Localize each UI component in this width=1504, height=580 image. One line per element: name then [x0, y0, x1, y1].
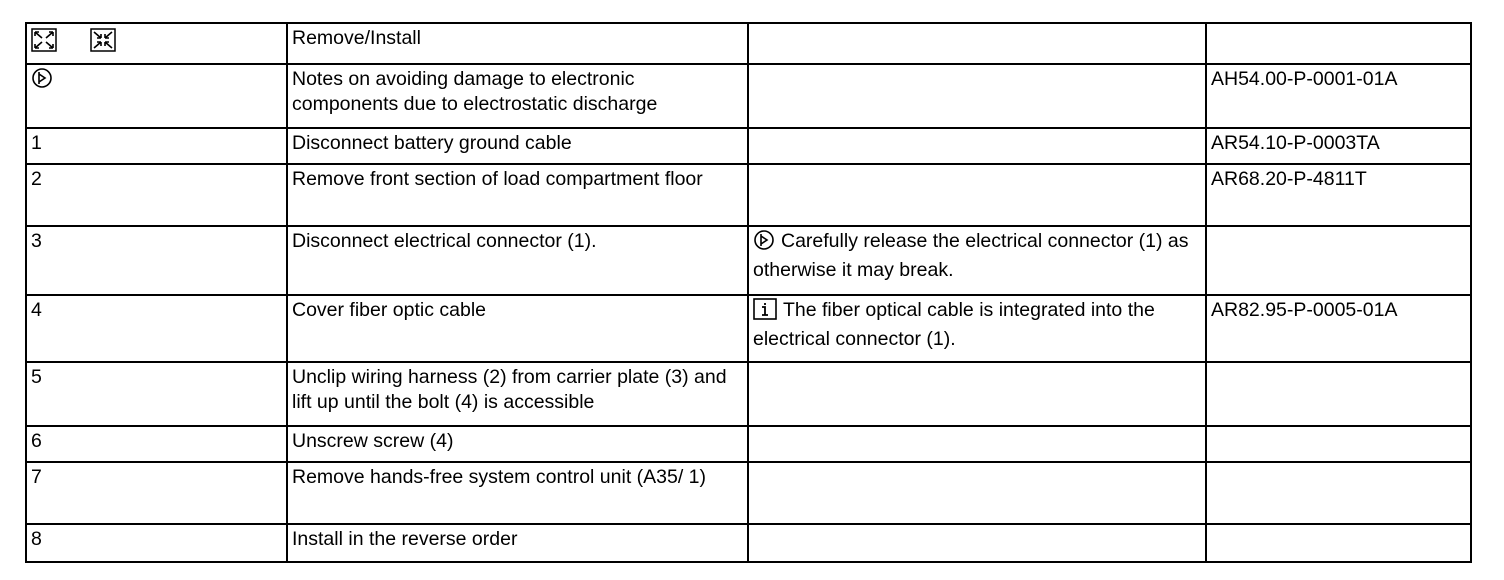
- info-icon: [753, 298, 777, 327]
- step-text: Install in the reverse order: [287, 524, 748, 562]
- step-reference[interactable]: AR82.95-P-0005-01A: [1206, 295, 1471, 362]
- step-note: The fiber optical cable is integrated into the electrical connector (1).: [753, 299, 1155, 350]
- step-text: Notes on avoiding damage to electronic components due to electrostatic discharge: [287, 64, 748, 128]
- step-number: 4: [26, 295, 287, 362]
- step-reference[interactable]: [1206, 226, 1471, 295]
- header-icons-cell: [26, 23, 287, 64]
- table-row: [26, 524, 1471, 562]
- step-text: Remove front section of load compartment floor: [287, 164, 748, 226]
- step-number: 5: [26, 362, 287, 426]
- step-text: Unclip wiring harness (2) from carrier plate (3) and lift up until the bolt (4) is accessible: [287, 362, 748, 426]
- step-number: 6: [26, 426, 287, 462]
- step-reference[interactable]: AR54.10-P-0003TA: [1206, 128, 1471, 164]
- remove-icon: [31, 28, 57, 59]
- step-text: Unscrew screw (4): [287, 426, 748, 462]
- step-text: Disconnect electrical connector (1).: [287, 226, 748, 295]
- step-note: [748, 524, 1206, 562]
- table-row: [26, 462, 1471, 524]
- table-row: [26, 426, 1471, 462]
- table-row: [26, 164, 1471, 226]
- step-reference[interactable]: [1206, 426, 1471, 462]
- step-text: Remove hands-free system control unit (A35/ 1): [287, 462, 748, 524]
- step-text: Cover fiber optic cable: [287, 295, 748, 362]
- step-text: Disconnect battery ground cable: [287, 128, 748, 164]
- step-number: 8: [26, 524, 287, 562]
- step-reference[interactable]: [1206, 524, 1471, 562]
- table-row: [26, 362, 1471, 426]
- step-reference[interactable]: AR68.20-P-4811T: [1206, 164, 1471, 226]
- header-note-cell: [748, 23, 1206, 64]
- table-row-header: [26, 23, 1471, 64]
- step-number: 2: [26, 164, 287, 226]
- caution-icon: [31, 67, 53, 96]
- step-note: [748, 426, 1206, 462]
- step-note: Carefully release the electrical connector (1) as otherwise it may break.: [753, 230, 1189, 281]
- step-note: [748, 462, 1206, 524]
- step-reference[interactable]: AH54.00-P-0001-01A: [1206, 64, 1471, 128]
- procedure-table: [25, 22, 1472, 563]
- header-ref-cell: [1206, 23, 1471, 64]
- table-row: [26, 226, 1471, 295]
- step-reference[interactable]: [1206, 462, 1471, 524]
- step-reference[interactable]: [1206, 362, 1471, 426]
- step-number: 7: [26, 462, 287, 524]
- step-note: [748, 128, 1206, 164]
- step-note-cell: [748, 226, 1206, 295]
- step-note: [748, 164, 1206, 226]
- install-icon: [90, 28, 116, 59]
- step-note-cell: [748, 295, 1206, 362]
- step-number: 1: [26, 128, 287, 164]
- step-number: 3: [26, 226, 287, 295]
- header-title: Remove/Install: [287, 23, 748, 64]
- step-note: [748, 362, 1206, 426]
- table-row: [26, 64, 1471, 128]
- step-note: [748, 64, 1206, 128]
- table-row: [26, 128, 1471, 164]
- step-cell: [26, 64, 287, 128]
- table-row: [26, 295, 1471, 362]
- caution-icon: [753, 229, 775, 258]
